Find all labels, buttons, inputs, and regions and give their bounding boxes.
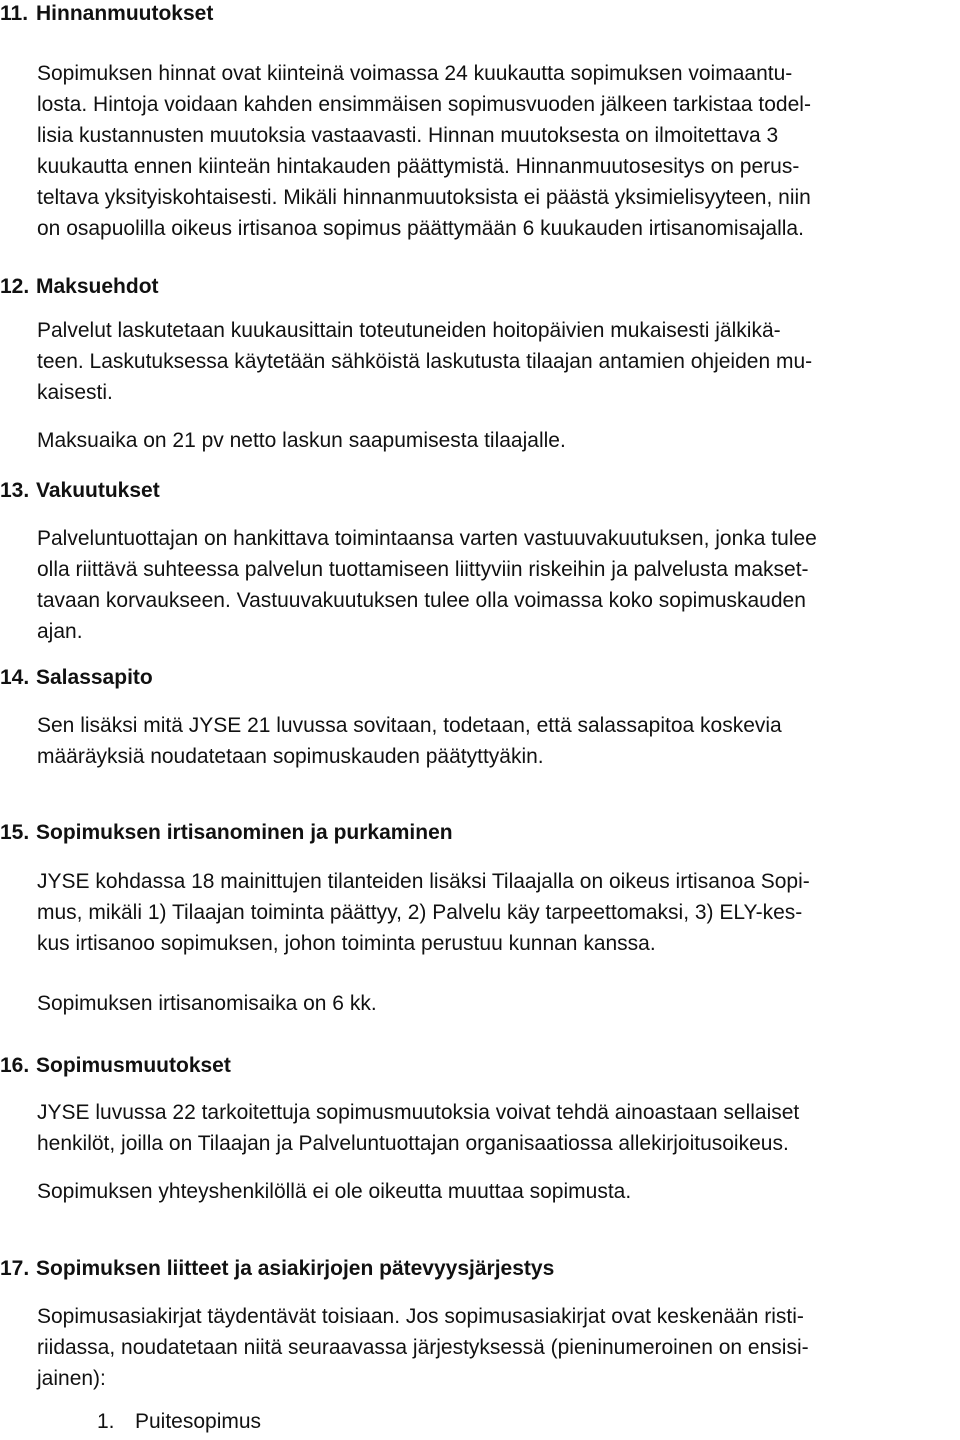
text-line: lisia kustannusten muutoksia vastaavasti. Hinnan muutoksesta on ilmoitettava 3 bbox=[37, 124, 779, 147]
section-heading bbox=[0, 1052, 231, 1080]
section-heading bbox=[0, 273, 159, 301]
list-item-text: Puitesopimus bbox=[135, 1410, 262, 1433]
section-title: Hinnanmuutokset bbox=[36, 2, 214, 25]
section-number: 16. bbox=[0, 1054, 30, 1077]
section-number: 11. bbox=[0, 2, 29, 25]
text-line: tavaan korvaukseen. Vastuuvakuutuksen tulee olla voimassa koko sopimuskauden bbox=[37, 589, 806, 612]
text-line: JYSE kohdassa 18 mainittujen tilanteiden lisäksi Tilaajalla on oikeus irtisanoa Sopi- bbox=[37, 870, 810, 893]
text-line: Maksuaika on 21 pv netto laskun saapumisesta tilaajalle. bbox=[37, 429, 566, 452]
text-line: Palveluntuottajan on hankittava toimintaansa varten vastuuvakuutuksen, jonka tulee bbox=[37, 527, 817, 550]
section-title: Vakuutukset bbox=[36, 479, 160, 502]
text-line: määräyksiä noudatetaan sopimuskauden päätyttyäkin. bbox=[37, 745, 544, 768]
text-line: JYSE luvussa 22 tarkoitettuja sopimusmuutoksia voivat tehdä ainoastaan sellaiset bbox=[37, 1101, 800, 1124]
text-line: teltava yksityiskohtaisesti. Mikäli hinnanmuutoksista ei päästä yksimielisyyteen, niin bbox=[37, 186, 811, 209]
text-line: Sopimusasiakirjat täydentävät toisiaan. Jos sopimusasiakirjat ovat keskenään risti- bbox=[37, 1305, 804, 1328]
text-line: losta. Hintoja voidaan kahden ensimmäisen sopimusvuoden jälkeen tarkistaa todel- bbox=[37, 93, 811, 116]
section-number: 12. bbox=[0, 275, 30, 298]
text-line: Sopimuksen hinnat ovat kiinteinä voimassa 24 kuukautta sopimuksen voimaantu- bbox=[37, 62, 793, 85]
section-paragraph bbox=[37, 523, 817, 647]
list-item bbox=[97, 1406, 261, 1437]
section-paragraph bbox=[37, 710, 782, 772]
text-line: Sopimuksen irtisanomisaika on 6 kk. bbox=[37, 992, 377, 1015]
section-title: Sopimuksen irtisanominen ja purkaminen bbox=[36, 821, 453, 844]
section-title: Salassapito bbox=[36, 666, 153, 689]
text-line: jainen): bbox=[37, 1367, 106, 1390]
section-paragraph bbox=[37, 315, 812, 408]
section-title: Sopimusmuutokset bbox=[36, 1054, 231, 1077]
section-number: 14. bbox=[0, 666, 30, 689]
section-paragraph bbox=[37, 1301, 809, 1394]
text-line: Sopimuksen yhteyshenkilöllä ei ole oikeutta muuttaa sopimusta. bbox=[37, 1180, 632, 1203]
section-heading bbox=[0, 1255, 554, 1283]
text-line: mus, mikäli 1) Tilaajan toiminta päättyy, 2) Palvelu käy tarpeettomaksi, 3) ELY-kes- bbox=[37, 901, 803, 924]
section-number: 17. bbox=[0, 1257, 30, 1280]
text-line: ajan. bbox=[37, 620, 83, 643]
text-line: olla riittävä suhteessa palvelun tuottamiseen liittyviin riskeihin ja palvelusta makset- bbox=[37, 558, 809, 581]
section-paragraph bbox=[37, 1097, 799, 1159]
section-paragraph bbox=[37, 866, 810, 959]
section-heading bbox=[0, 0, 213, 28]
section-paragraph bbox=[37, 58, 811, 244]
text-line: teen. Laskutuksessa käytetään sähköistä laskutusta tilaajan antamien ohjeiden mu- bbox=[37, 350, 813, 373]
text-line: on osapuolilla oikeus irtisanoa sopimus päättymään 6 kuukauden irtisanomisajalla. bbox=[37, 217, 804, 240]
section-title: Sopimuksen liitteet ja asiakirjojen pätevyysjärjestys bbox=[36, 1257, 555, 1280]
section-number: 13. bbox=[0, 479, 30, 502]
section-paragraph bbox=[37, 425, 566, 456]
list-item-number: 1. bbox=[97, 1410, 115, 1433]
text-line: Palvelut laskutetaan kuukausittain toteutuneiden hoitopäivien mukaisesti jälkikä- bbox=[37, 319, 781, 342]
text-line: Sen lisäksi mitä JYSE 21 luvussa sovitaan, todetaan, että salassapitoa koskevia bbox=[37, 714, 782, 737]
text-line: riidassa, noudatetaan niitä seuraavassa järjestyksessä (pieninumeroinen on ensisi- bbox=[37, 1336, 809, 1359]
section-paragraph bbox=[37, 1176, 631, 1207]
text-line: kaisesti. bbox=[37, 381, 113, 404]
text-line: kus irtisanoo sopimuksen, johon toiminta perustuu kunnan kanssa. bbox=[37, 932, 656, 955]
section-heading bbox=[0, 477, 160, 505]
section-title: Maksuehdot bbox=[36, 275, 159, 298]
text-line: henkilöt, joilla on Tilaajan ja Palveluntuottajan organisaatiossa allekirjoitusoikeus. bbox=[37, 1132, 789, 1155]
section-paragraph bbox=[37, 988, 377, 1019]
section-number: 15. bbox=[0, 821, 30, 844]
section-heading bbox=[0, 664, 153, 692]
text-line: kuukautta ennen kiinteän hintakauden päättymistä. Hinnanmuutosesitys on perus- bbox=[37, 155, 800, 178]
section-heading bbox=[0, 819, 453, 847]
